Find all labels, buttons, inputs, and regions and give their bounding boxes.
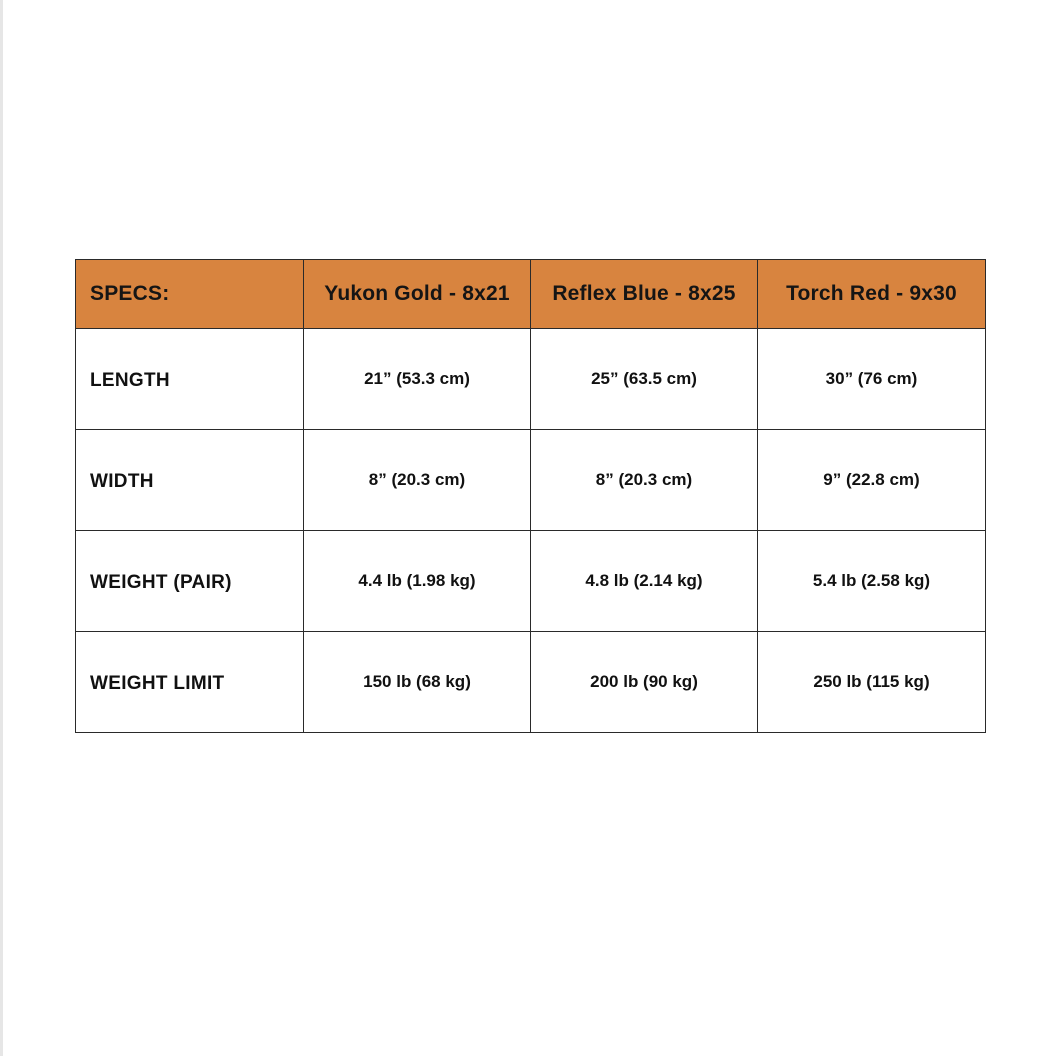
row-label-width: WIDTH (76, 430, 304, 531)
header-row (76, 260, 986, 329)
table-row-width (76, 430, 986, 531)
header-specs: SPECS: (76, 260, 304, 329)
left-edge-border (0, 0, 3, 1056)
table-header (76, 260, 986, 329)
cell-weight-limit-reflex-blue: 200 lb (90 kg) (531, 632, 758, 733)
cell-weight-pair-yukon-gold: 4.4 lb (1.98 kg) (304, 531, 531, 632)
specs-table (75, 259, 986, 733)
cell-length-yukon-gold: 21” (53.3 cm) (304, 329, 531, 430)
cell-weight-limit-yukon-gold: 150 lb (68 kg) (304, 632, 531, 733)
cell-length-reflex-blue: 25” (63.5 cm) (531, 329, 758, 430)
cell-width-torch-red: 9” (22.8 cm) (758, 430, 986, 531)
header-torch-red: Torch Red - 9x30 (758, 260, 986, 329)
cell-width-yukon-gold: 8” (20.3 cm) (304, 430, 531, 531)
header-reflex-blue: Reflex Blue - 8x25 (531, 260, 758, 329)
cell-width-reflex-blue: 8” (20.3 cm) (531, 430, 758, 531)
table-row-weight-pair (76, 531, 986, 632)
table-row-weight-limit (76, 632, 986, 733)
table-body (76, 329, 986, 733)
header-yukon-gold: Yukon Gold - 8x21 (304, 260, 531, 329)
row-label-length: LENGTH (76, 329, 304, 430)
row-label-weight-limit: WEIGHT LIMIT (76, 632, 304, 733)
table-row-length (76, 329, 986, 430)
cell-weight-limit-torch-red: 250 lb (115 kg) (758, 632, 986, 733)
cell-weight-pair-torch-red: 5.4 lb (2.58 kg) (758, 531, 986, 632)
cell-weight-pair-reflex-blue: 4.8 lb (2.14 kg) (531, 531, 758, 632)
row-label-weight-pair: WEIGHT (PAIR) (76, 531, 304, 632)
cell-length-torch-red: 30” (76 cm) (758, 329, 986, 430)
